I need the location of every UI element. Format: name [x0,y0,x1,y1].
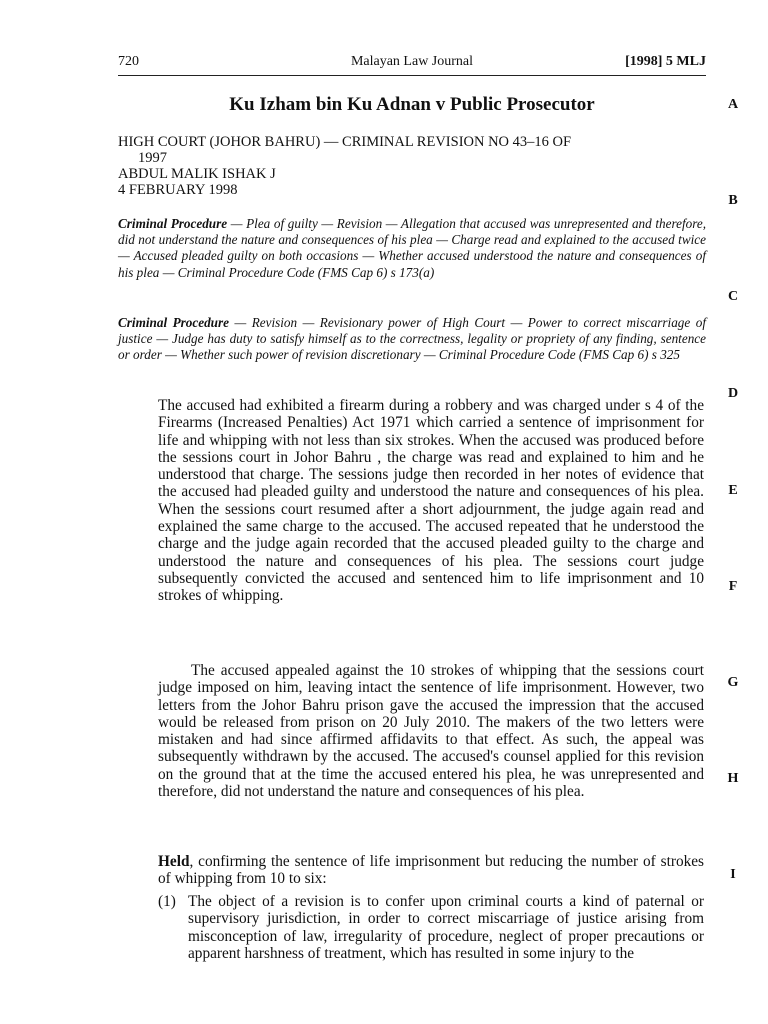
court-name-continued: 1997 [138,150,167,166]
journal-name: Malayan Law Journal [350,54,474,69]
held-paragraph [158,853,704,888]
holding-point [158,893,704,962]
running-header [118,54,706,74]
catchword-paragraph [118,315,706,364]
court-info [118,134,706,198]
margin-letter: F [728,579,738,594]
catchword-text: — Revision — Revisionary power of High Court — Power to correct miscarriage of justice — Judge has duty to satisfy himself as to the correctness, legality or propriety of any finding, sentence or order — Whether such power of revision discretionary — Criminal Procedure Code (FMS Cap 6) s 325 [118,315,706,363]
margin-letter: H [727,771,739,786]
catchword-topic: Criminal Procedure [118,216,228,231]
case-title: Ku Izham bin Ku Adnan v Public Prosecutor [229,94,595,115]
judgment-date: 4 FEBRUARY 1998 [118,182,238,198]
page-number: 720 [118,54,139,69]
holding-text: The object of a revision is to confer upon criminal courts a kind of paternal or supervisory jurisdiction, in order to correct miscarriage of justice arising from misconception of law, irregularity of procedure, neglect of proper precautions or apparent harshness of treatment, which has resulted in some injury to the [188,893,704,962]
header-rule [118,75,706,76]
judge-name: ABDUL MALIK ISHAK J [118,166,276,182]
margin-letter: E [728,483,738,498]
held-label: Held [158,853,190,870]
headnote-paragraph: The accused had exhibited a firearm during a robbery and was charged under s 4 of the Firearms (Increased Penalties) Act 1971 which carried a sentence of imprisonment for life and whipping with not less than six strokes. When the accused was produced before the sessions court in Johor Bahru , the charge was read and explained to him and he understood that charge. The sessions judge then recorded in her notes of evidence that the accused had pleaded guilty and understood the nature and consequences of his plea. When the sessions court resumed after a short adjournment, the judge again read and explained the same charge to the accused. The accused repeated that he understood the charge and the judge again recorded that the accused pleaded guilty to the charge and understood the nature and consequences of his plea. The sessions court judge subsequently convicted the accused and sentenced him to life imprisonment and 10 strokes of whipping. [158,397,704,605]
holding-number: (1) [158,893,176,910]
margin-letter: B [728,193,738,208]
volume-citation: [1998] 5 MLJ [625,54,706,69]
margin-letter: I [730,867,736,882]
headnote-paragraph: The accused appealed against the 10 strokes of whipping that the sessions court judge imposed on him, leaving intact the sentence of life imprisonment. However, two letters from the Johor Bahru prison gave the accused the impression that the accused would be released from prison on 20 July 2010. The makers of the two letters were mistaken and had since affirmed affidavits to that effect. As such, the appeal was subsequently withdrawn by the accused. The accused's counsel applied for this revision on the ground that at the time the accused entered his plea, he was unrepresented and therefore, did not understand the nature and consequences of his plea. [158,662,704,801]
held-text: , confirming the sentence of life imprisonment but reducing the number of strokes of whipping from 10 to six: [158,853,704,888]
margin-letter: G [727,675,739,690]
margin-letter: D [727,386,739,401]
catchword-text: — Plea of guilty — Revision — Allegation that accused was unrepresented and therefore, did not understand the nature and consequences of his plea — Charge read and explained to the accused twice — Accused pleaded guilty on both occasions — Whether accused understood the nature and consequences of his plea — Criminal Procedure Code (FMS Cap 6) s 173(a) [118,216,707,280]
court-name: HIGH COURT (JOHOR BAHRU) — CRIMINAL REVISION NO 43–16 OF [118,134,572,150]
catchword-topic: Criminal Procedure [118,315,229,330]
catchword-paragraph [118,216,706,281]
margin-letter: A [727,97,739,112]
margin-letter: C [727,289,739,304]
